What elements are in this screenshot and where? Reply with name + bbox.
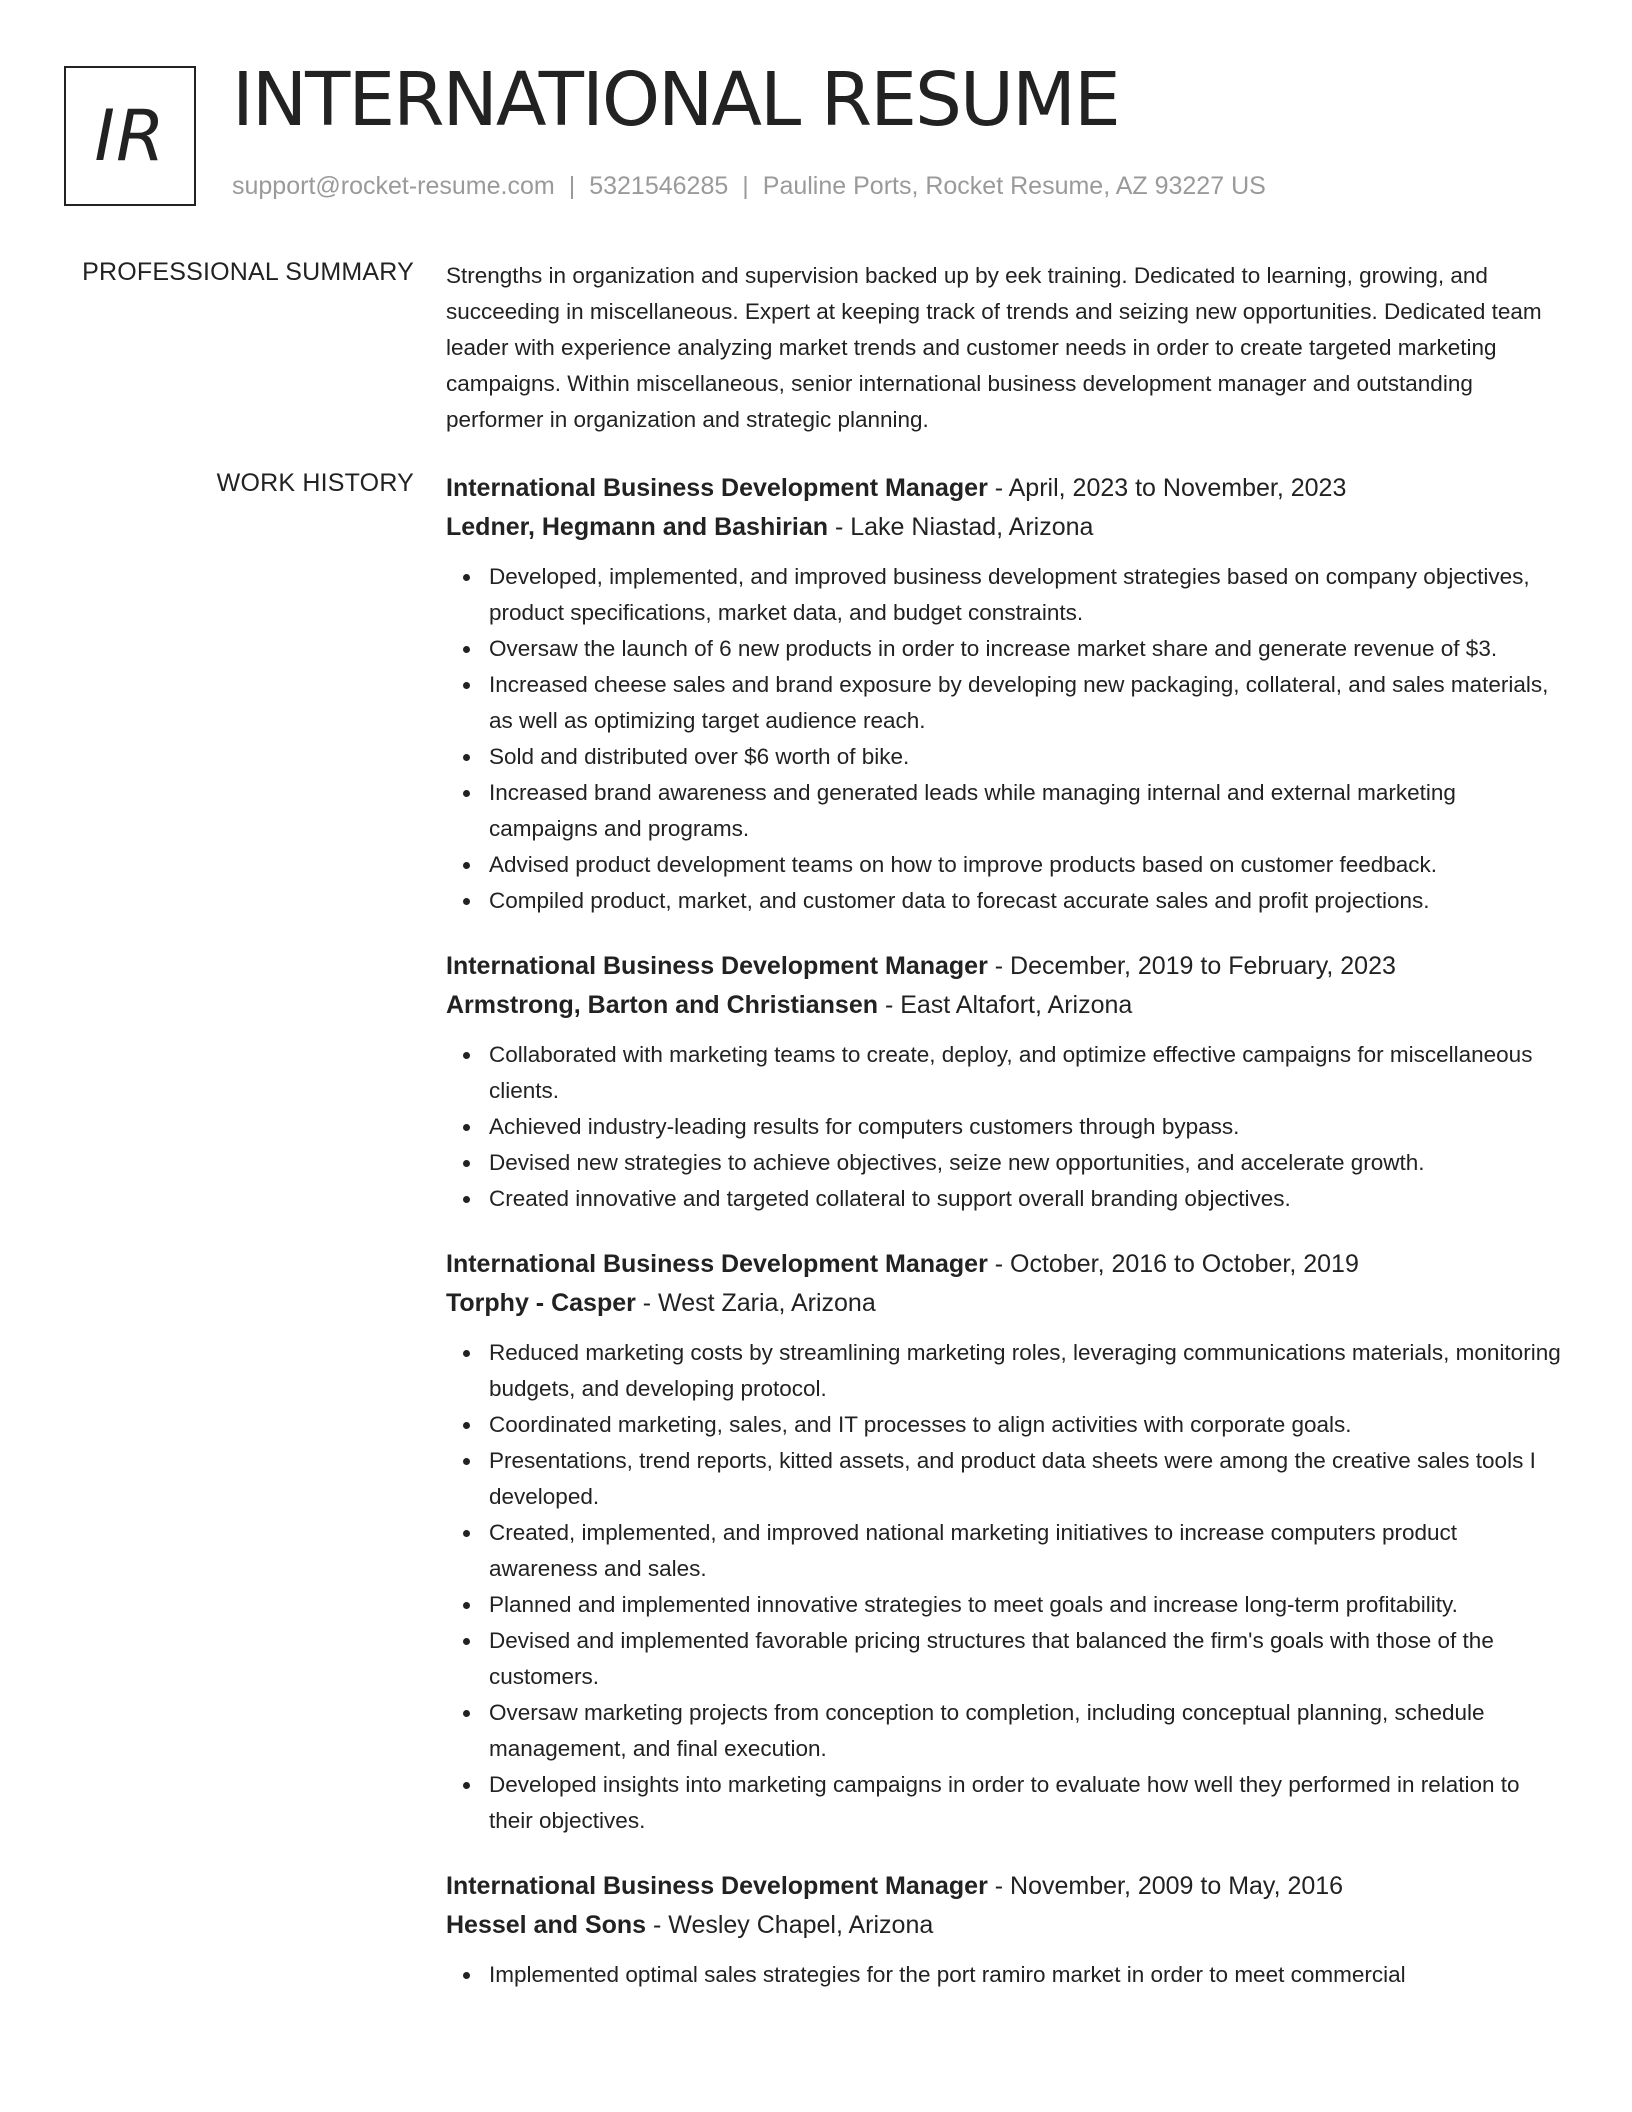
work-history-list bbox=[446, 469, 1566, 2021]
job-location: - East Altafort, Arizona bbox=[878, 991, 1133, 1019]
job-bullet: Increased brand awareness and generated leads while managing internal and external marketing campaigns and programs. bbox=[489, 775, 1566, 847]
job-bullet: Developed, implemented, and improved business development strategies based on company objectives, product specifications, market data, and budget constraints. bbox=[489, 559, 1566, 631]
job-entry bbox=[446, 1867, 1566, 1993]
job-bullet: Coordinated marketing, sales, and IT processes to align activities with corporate goals. bbox=[489, 1407, 1566, 1443]
contact-line bbox=[232, 172, 1266, 201]
resume-name: INTERNATIONAL RESUME bbox=[232, 57, 1119, 143]
job-bullet: Developed insights into marketing campaigns in order to evaluate how well they performed in relation to their objectives. bbox=[489, 1767, 1566, 1839]
section-label-summary: PROFESSIONAL SUMMARY bbox=[82, 258, 414, 286]
job-company-line bbox=[446, 1284, 1566, 1323]
job-bullet: Sold and distributed over $6 worth of bike. bbox=[489, 739, 1566, 775]
job-dates: - November, 2009 to May, 2016 bbox=[987, 1872, 1344, 1900]
contact-separator: | bbox=[742, 172, 749, 200]
job-bullet: Oversaw the launch of 6 new products in order to increase market share and generate revenue of $3. bbox=[489, 631, 1566, 667]
job-bullet-list bbox=[446, 1957, 1566, 1993]
job-bullet: Created innovative and targeted collateral to support overall branding objectives. bbox=[489, 1181, 1566, 1217]
job-title-line bbox=[446, 469, 1566, 508]
job-bullet: Oversaw marketing projects from conception to completion, including conceptual planning, schedule management, and final execution. bbox=[489, 1695, 1566, 1767]
job-company: Armstrong, Barton and Christiansen bbox=[446, 991, 878, 1019]
contact-phone[interactable]: 5321546285 bbox=[589, 172, 729, 200]
job-title: International Business Development Manager bbox=[446, 1872, 988, 1900]
job-bullet-list bbox=[446, 1037, 1566, 1217]
job-bullet: Collaborated with marketing teams to create, deploy, and optimize effective campaigns for miscellaneous clients. bbox=[489, 1037, 1566, 1109]
summary-text: Strengths in organization and supervision backed up by eek training. Dedicated to learning, growing, and succeeding in miscellaneous. Expert at keeping track of trends and seizing new opportunities. Dedicated team leader with experience analyzing market trends and customer needs in order to create targeted marketing campaigns. Within miscellaneous, senior international business development manager and outstanding performer in organization and strategic planning. bbox=[446, 263, 1542, 432]
job-company-line bbox=[446, 1906, 1566, 1945]
job-dates: - April, 2023 to November, 2023 bbox=[987, 474, 1347, 502]
job-entry bbox=[446, 1245, 1566, 1839]
contact-email[interactable]: support@rocket-resume.com bbox=[232, 172, 555, 200]
section-label-work-history: WORK HISTORY bbox=[216, 469, 414, 497]
job-company: Ledner, Hegmann and Bashirian bbox=[446, 513, 829, 541]
job-bullet: Compiled product, market, and customer data to forecast accurate sales and profit projections. bbox=[489, 883, 1566, 919]
job-title: International Business Development Manager bbox=[446, 952, 988, 980]
job-company-line bbox=[446, 508, 1566, 547]
job-title: International Business Development Manager bbox=[446, 474, 988, 502]
job-bullet: Achieved industry-leading results for computers customers through bypass. bbox=[489, 1109, 1566, 1145]
monogram-logo: IR bbox=[64, 66, 196, 206]
job-title-line bbox=[446, 1245, 1566, 1284]
job-company: Hessel and Sons bbox=[446, 1911, 647, 1939]
contact-address: Pauline Ports, Rocket Resume, AZ 93227 US bbox=[762, 172, 1266, 200]
job-bullet: Advised product development teams on how to improve products based on customer feedback. bbox=[489, 847, 1566, 883]
job-location: - Lake Niastad, Arizona bbox=[828, 513, 1094, 541]
job-bullet-list bbox=[446, 1335, 1566, 1839]
job-bullet: Reduced marketing costs by streamlining marketing roles, leveraging communications materials, monitoring budgets, and developing protocol. bbox=[489, 1335, 1566, 1407]
job-bullet: Devised new strategies to achieve objectives, seize new opportunities, and accelerate growth. bbox=[489, 1145, 1566, 1181]
resume-header bbox=[64, 57, 1564, 216]
job-bullet: Increased cheese sales and brand exposure by developing new packaging, collateral, and sales materials, as well as optimizing target audience reach. bbox=[489, 667, 1566, 739]
job-location: - Wesley Chapel, Arizona bbox=[646, 1911, 934, 1939]
job-entry bbox=[446, 469, 1566, 919]
job-location: - West Zaria, Arizona bbox=[635, 1289, 876, 1317]
job-bullet: Implemented optimal sales strategies for the port ramiro market in order to meet commercial bbox=[489, 1957, 1566, 1993]
job-bullet: Planned and implemented innovative strategies to meet goals and increase long-term profitability. bbox=[489, 1587, 1566, 1623]
job-company-line bbox=[446, 986, 1566, 1025]
job-title: International Business Development Manager bbox=[446, 1250, 988, 1278]
job-dates: - December, 2019 to February, 2023 bbox=[987, 952, 1396, 980]
job-bullet-list bbox=[446, 559, 1566, 919]
job-bullet: Presentations, trend reports, kitted assets, and product data sheets were among the creative sales tools I developed. bbox=[489, 1443, 1566, 1515]
job-bullet: Created, implemented, and improved national marketing initiatives to increase computers product awareness and sales. bbox=[489, 1515, 1566, 1587]
job-bullet: Devised and implemented favorable pricing structures that balanced the firm's goals with those of the customers. bbox=[489, 1623, 1566, 1695]
contact-separator: | bbox=[568, 172, 576, 200]
job-company: Torphy - Casper bbox=[446, 1289, 636, 1317]
job-title-line bbox=[446, 947, 1566, 986]
job-entry bbox=[446, 947, 1566, 1217]
job-title-line bbox=[446, 1867, 1566, 1906]
summary-body bbox=[446, 258, 1566, 438]
job-dates: - October, 2016 to October, 2019 bbox=[987, 1250, 1359, 1278]
